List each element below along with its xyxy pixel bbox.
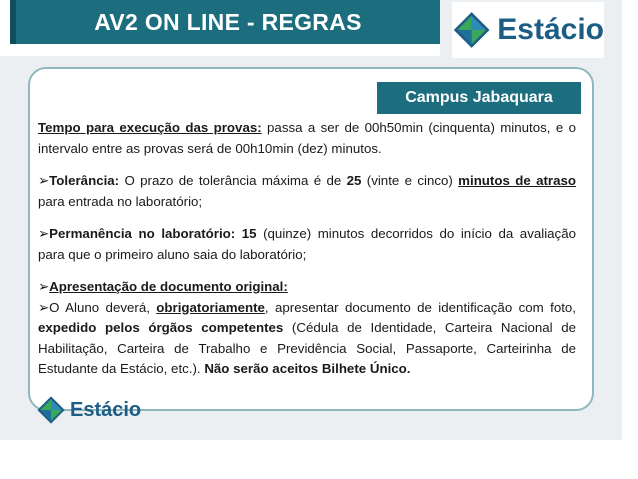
rule-document-text-b: , apresentar documento de identificação com foto, [264,299,576,315]
rule-tolerance-text-c: para entrada no laboratório; [38,193,203,209]
rule-tolerance-text-b: (vinte e cinco) [361,173,459,188]
rule-document-label: Apresentação de documento original: [49,279,288,294]
estacio-logo-icon [452,8,491,52]
estacio-logo-top [452,2,604,58]
rule-exam-time-text: passa a ser de 00h50min (cinquenta) minutos, e o intervalo entre as provas será de 00h10min (dez) minutos. [38,120,576,156]
rule-tolerance-label: Tolerância: [49,173,120,188]
rule-tolerance [38,171,576,212]
rule-document-text-c: (Cédula de Identidade, Carteira Nacional de Habilitação, Carteira de Trabalho e Previdência Social, Passaporte, Carteirinha de Estudante da Estácio, etc.). [38,320,576,376]
bullet-arrow-icon: ➢ [38,226,50,241]
bullet-arrow-icon: ➢ [38,299,50,315]
rule-document [38,298,576,380]
bullet-arrow-icon: ➢ [38,279,50,294]
estacio-logo-bottom [36,393,141,427]
logo-top-text: Estácio [497,13,604,46]
rule-exam-time [38,118,576,159]
estacio-logo-icon [36,395,66,425]
rule-tolerance-number: 25 [346,173,362,188]
title-accent [10,0,16,44]
logo-bottom-text: Estácio [70,398,142,421]
rule-document-end: Não serão aceitos Bilhete Único. [204,361,411,376]
rule-document-heading [38,277,576,298]
rules-text [38,118,576,380]
rule-permanence-text: (quinze) minutos decorridos do início da avaliação para que o primeiro aluno saia do laboratório; [38,226,576,262]
rule-permanence-label: Permanência no laboratório: 15 [49,226,257,241]
rule-document-bold: expedido pelos órgãos competentes [38,320,284,335]
campus-label: Campus Jabaquara [405,89,553,106]
rule-tolerance-text-a: O prazo de tolerância máxima é de [119,173,347,188]
rule-document-emphasis: obrigatoriamente [156,299,265,315]
rule-tolerance-emphasis: minutos de atraso [458,173,576,188]
rule-permanence [38,224,576,265]
rule-document-text-a: O Aluno deverá, [49,299,157,315]
rule-exam-time-label: Tempo para execução das provas: [38,120,262,135]
slide-title [16,0,440,44]
bullet-arrow-icon: ➢ [38,173,50,188]
slide-title-text: AV2 ON LINE - REGRAS [94,8,362,35]
campus-badge [377,82,581,114]
